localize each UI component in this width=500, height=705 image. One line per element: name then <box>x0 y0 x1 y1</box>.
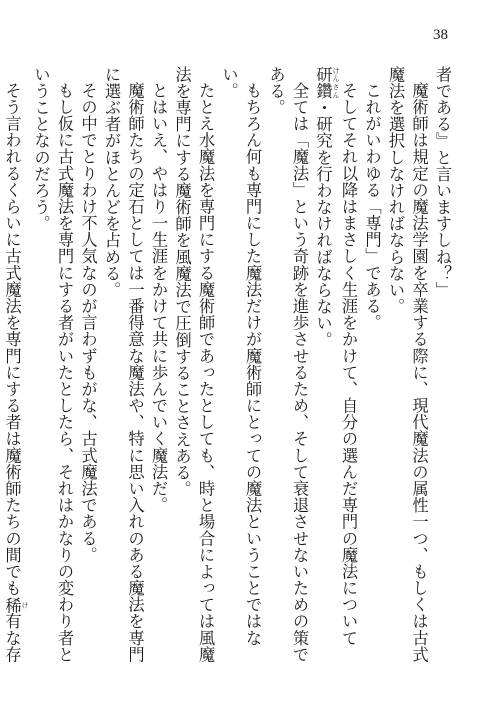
paragraph <box>384 66 431 666</box>
paragraph <box>360 66 384 666</box>
vertical-text-body <box>2 66 454 666</box>
paragraph <box>217 66 264 666</box>
ruby-base: 研鑽 <box>313 66 333 100</box>
text-run: 有な存 <box>2 613 22 663</box>
ruby-annotated-word <box>313 66 340 100</box>
ruby-reading: け <box>21 596 29 614</box>
ruby-base: 稀 <box>2 596 22 614</box>
paragraph <box>264 66 311 666</box>
ruby-annotated-word <box>2 596 29 614</box>
text-run: その中でとりわけ不人気なのが言わずもがな、古式魔法である。 <box>78 82 98 564</box>
paragraph <box>0 66 29 666</box>
text-run: 者である』と言いますしね？」 <box>433 66 452 299</box>
text-run: もちろん何も専門にした魔法だけが魔術師にとっての魔法ということではない。 <box>219 66 262 647</box>
paragraph <box>76 66 100 666</box>
paragraph <box>311 66 360 666</box>
ruby-reading: けんさん <box>332 66 340 100</box>
text-run: もし仮に古式魔法を専門にする者がいたとしたら、それはかなりの変わり者ということなのだろう。 <box>31 66 74 663</box>
paragraph <box>100 66 147 666</box>
page-number: 38 <box>433 27 448 43</box>
text-run: そう言われるくらいに古式魔法を専門にする者は魔術師たちの間でも <box>2 82 22 597</box>
text-run: これがいわゆる「専門」である。 <box>362 82 382 332</box>
text-run: 全ては「魔法」という奇跡を進歩させるため、そして衰退させないための策である。 <box>266 66 309 663</box>
text-run: たとえ水魔法を専門にする魔術師であったとしても、時と場合によっては風魔法を専門にする魔術師を風魔法で圧倒することさえある。 <box>172 66 215 663</box>
paragraph <box>147 66 171 666</box>
text-run: 魔術師は規定の魔法学園を卒業する際に、現代魔法の属性一つ、もしくは古式魔法を選択しなければならない。 <box>386 66 429 663</box>
text-run: 魔術師たちの定石としては一番得意な魔法や、特に思い入れのある魔法を専門に選ぶ者がほとんどを占める。 <box>102 66 145 663</box>
paragraph <box>431 66 455 666</box>
text-run: ・研究を行わなければならない。 <box>313 99 333 349</box>
paragraph <box>170 66 217 666</box>
text-run: そしてそれ以降はまさしく生涯をかけて、自分の選んだ専門の魔法について <box>339 82 358 647</box>
text-run: とはいえ、やはり一生涯をかけて共に歩んでいく魔法だ。 <box>149 82 168 514</box>
paragraph <box>29 66 76 666</box>
